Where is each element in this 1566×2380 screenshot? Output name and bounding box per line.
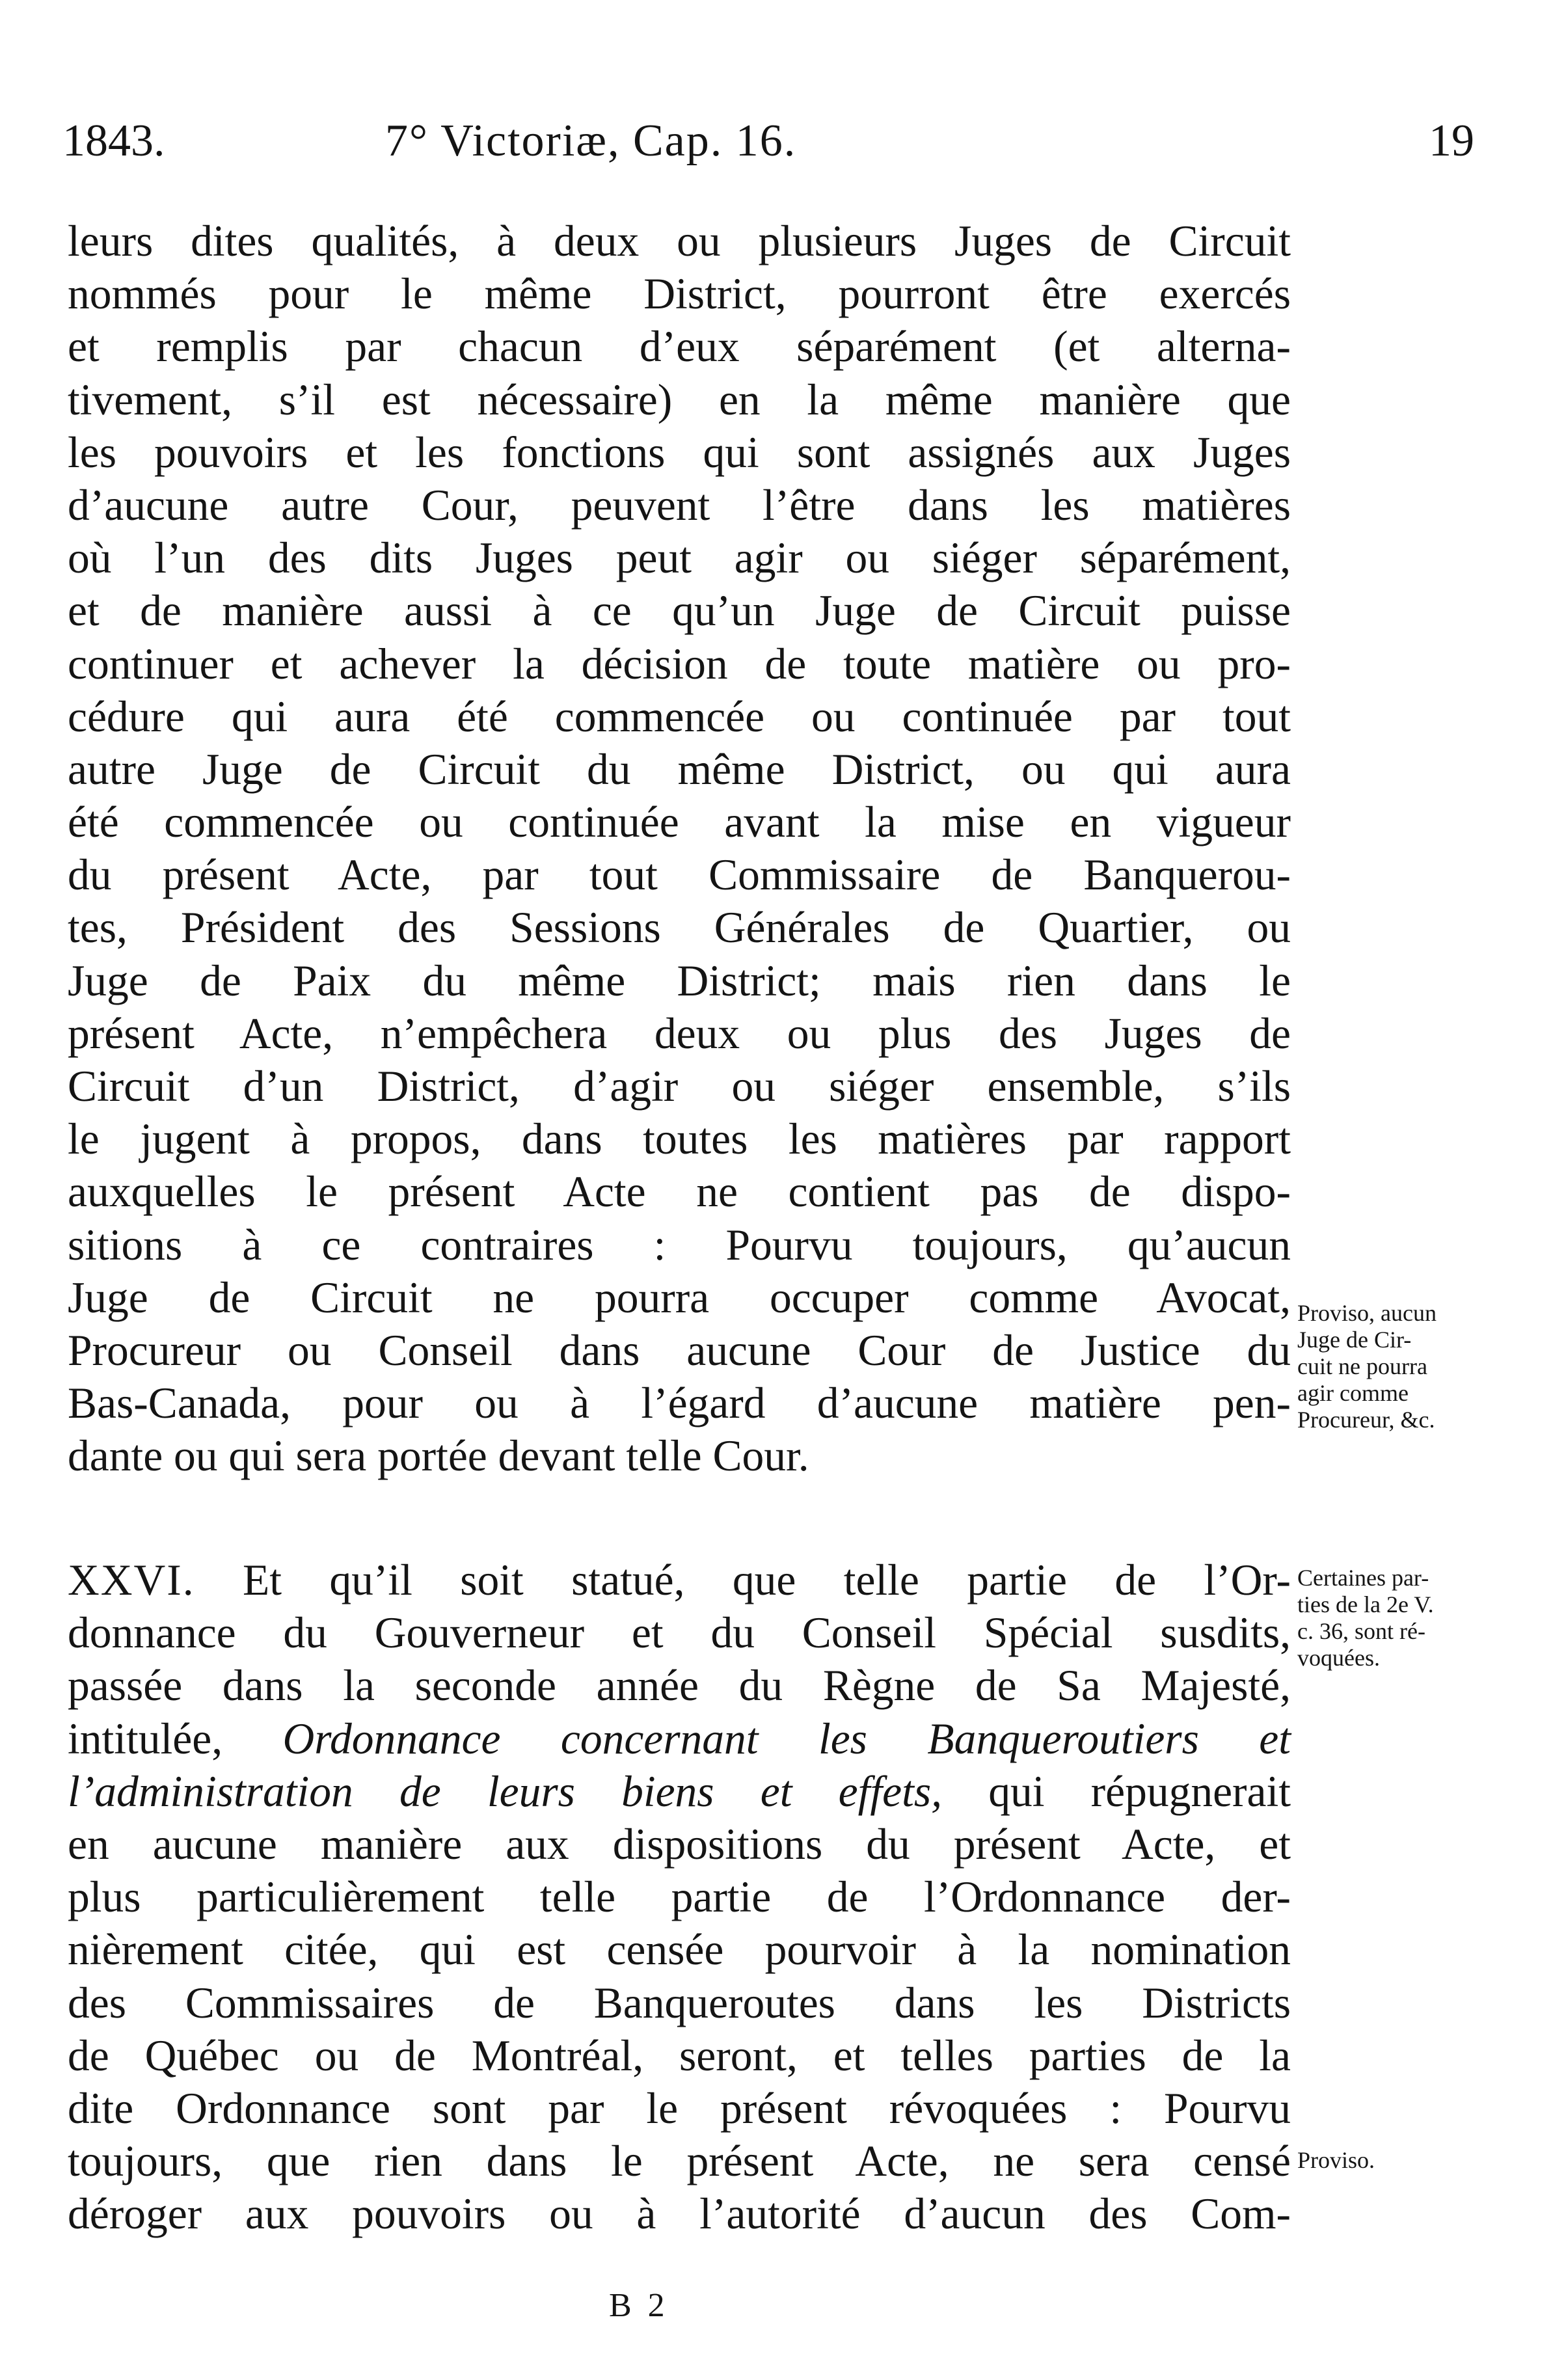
text-line: dante ou qui sera portée devant telle Cour. — [68, 1431, 809, 1481]
text-line: nommés pour le même District, pourront être exercés — [68, 269, 1291, 319]
text-line: Bas-Canada, pour ou à l’égard d’aucune matière pen- — [68, 1379, 1291, 1428]
text-line — [68, 1554, 1291, 1606]
ordinance-title-cont: l’administration de leurs biens et effets, — [68, 1766, 942, 1816]
text-line: tivement, s’il est nécessaire) en la même manière que — [68, 375, 1291, 424]
section-first-line: Et qu’il soit statué, que telle partie de l’Or- — [242, 1556, 1291, 1604]
text-line: nièrement citée, qui est censée pourvoir à la nomination — [68, 1925, 1291, 1975]
paragraph-2 — [68, 1554, 1291, 2240]
text-line: présent Acte, n’empêchera deux ou plus des Juges de — [68, 1008, 1291, 1058]
text-line: sitions à ce contraires : Pourvu toujours, qu’aucun — [68, 1220, 1291, 1269]
text-line: auxquelles le présent Acte ne contient pas de dispo- — [68, 1167, 1291, 1217]
text-line: où l’un des dits Juges peut agir ou siéger séparément, — [68, 534, 1291, 583]
page-number: 19 — [1429, 116, 1474, 166]
text-line: donnance du Gouverneur et du Conseil Spécial susdits, — [68, 1608, 1291, 1658]
text-line: été commencée ou continuée avant la mise en vigueur — [68, 798, 1291, 847]
margin-note-line: voquées. — [1297, 1645, 1380, 1671]
text-line: toujours, que rien dans le présent Acte, ne sera censé — [68, 2137, 1291, 2186]
text-line — [68, 1712, 1291, 1765]
text-line: d’aucune autre Cour, peuvent l’être dans les matières — [68, 480, 1291, 530]
text-line: et remplis par chacun d’eux séparément (et alterna- — [68, 322, 1291, 372]
text-line: Procureur ou Conseil dans aucune Cour de Justice du — [68, 1325, 1291, 1375]
margin-note-proviso — [1297, 2147, 1505, 2174]
text-span: intitulée, — [68, 1714, 223, 1763]
text-line: en aucune manière aux dispositions du présent Acte, et — [68, 1819, 1291, 1869]
paragraph-1 — [68, 215, 1291, 1483]
text-line: Circuit d’un District, d’agir ou siéger ensemble, s’ils — [68, 1062, 1291, 1111]
text-line: de Québec ou de Montréal, seront, et telles parties de la — [68, 2031, 1291, 2080]
header-running-title: 7° Victoriæ, Cap. 16. — [385, 116, 797, 166]
ordinance-title: Ordonnance concernant les Banqueroutiers et — [282, 1714, 1291, 1763]
text-line: les pouvoirs et les fonctions qui sont assignés aux Juges — [68, 427, 1291, 477]
running-header — [0, 112, 1566, 170]
text-line: et de manière aussi à ce qu’un Juge de Circuit puisse — [68, 586, 1291, 636]
text-line: Juge de Paix du même District; mais rien dans le — [68, 956, 1291, 1005]
margin-note-line: Juge de Cir- — [1297, 1327, 1412, 1353]
text-line: continuer et achever la décision de toute matière ou pro- — [68, 639, 1291, 688]
signature-mark: B 2 — [609, 2287, 669, 2324]
text-line: dite Ordonnance sont par le présent révoquées : Pourvu — [68, 2083, 1291, 2133]
margin-note-line: c. 36, sont ré- — [1297, 1618, 1425, 1644]
text-line: le jugent à propos, dans toutes les matières par rapport — [68, 1115, 1291, 1164]
margin-note-line: cuit ne pourra — [1297, 1353, 1427, 1379]
text-span: qui répugnerait — [942, 1766, 1291, 1816]
margin-note-revocation — [1297, 1565, 1505, 1671]
margin-note-proviso-juge — [1297, 1300, 1505, 1433]
margin-note-line: Proviso, aucun — [1297, 1300, 1437, 1326]
margin-note-line: Procureur, &c. — [1297, 1407, 1435, 1433]
header-year: 1843. — [62, 116, 165, 166]
margin-note-line: agir comme — [1297, 1380, 1409, 1406]
section-number: XXVI. — [68, 1556, 195, 1604]
text-line: plus particulièrement telle partie de l’Ordonnance der- — [68, 1873, 1291, 1922]
text-line: du présent Acte, par tout Commissaire de Banquerou- — [68, 850, 1291, 900]
text-line: leurs dites qualités, à deux ou plusieurs Juges de Circuit — [68, 217, 1291, 265]
margin-note-line: Proviso. — [1297, 2147, 1375, 2173]
margin-note-line: Certaines par- — [1297, 1565, 1429, 1591]
text-line: passée dans la seconde année du Règne de Sa Majesté, — [68, 1661, 1291, 1711]
text-line: Juge de Circuit ne pourra occuper comme Avocat, — [68, 1273, 1291, 1322]
text-line: des Commissaires de Banqueroutes dans les Districts — [68, 1978, 1291, 2027]
margin-note-line: ties de la 2e V. — [1297, 1591, 1434, 1617]
text-line — [68, 1765, 1291, 1818]
text-line: déroger aux pouvoirs ou à l’autorité d’aucun des Com- — [68, 2189, 1291, 2239]
text-line: autre Juge de Circuit du même District, ou qui aura — [68, 744, 1291, 794]
text-line: cédure qui aura été commencée ou continuée par tout — [68, 692, 1291, 741]
text-line: tes, Président des Sessions Générales de Quartier, ou — [68, 903, 1291, 953]
